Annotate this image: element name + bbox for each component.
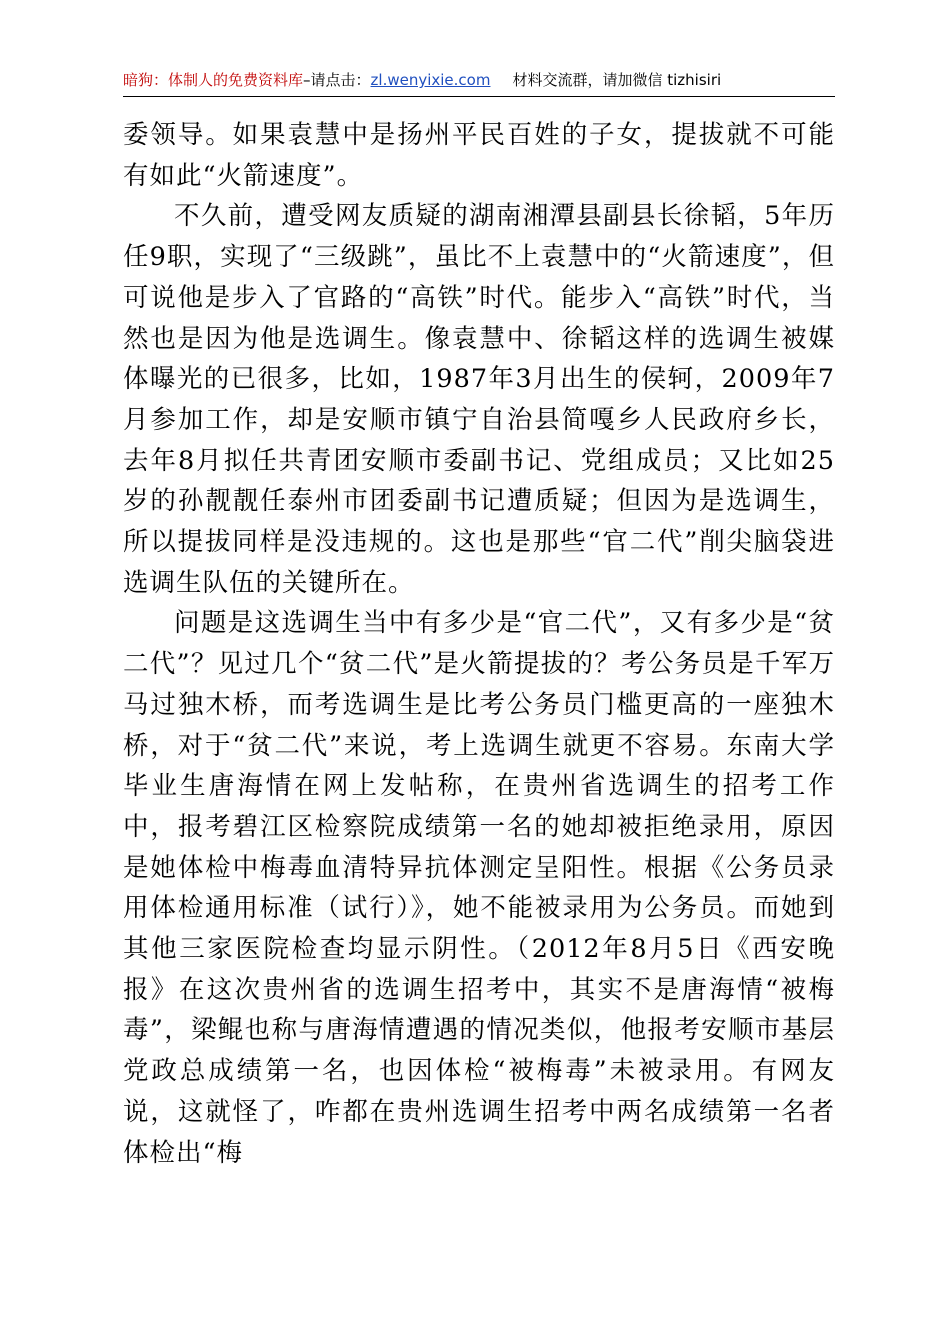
paragraph-continuation: 委领导。如果袁慧中是扬州平民百姓的子女，提拔就不可能有如此“火箭速度”。 — [123, 120, 835, 191]
page-header — [123, 66, 835, 97]
header-brand: 暗狗：体制人的免费资料库 — [123, 71, 304, 89]
header-prompt: –请点击： — [303, 71, 371, 89]
header-link[interactable]: zl.wenyixie.com — [370, 71, 491, 89]
document-body — [123, 115, 835, 1173]
header-group-info: 材料交流群，请加微信 tizhisiri — [512, 71, 722, 89]
paragraph: 不久前，遭受网友质疑的湖南湘潭县副县长徐韬，5年历任9职，实现了“三级跳”，虽比不上袁慧中的“火箭速度”，但可说他是步入了官路的“高铁”时代。能步入“高铁”时代，当然也是因为他是选调生。像袁慧中、徐韬这样的选调生被媒体曝光的已很多，比如，1987年3月出生的侯轲，2009年7月参加工作，却是安顺市镇宁自治县简嘎乡人民政府乡长，去年8月拟任共青团安顺市委副书记、党组成员；又比如25岁的孙靓靓任泰州市团委副书记遭质疑；但因为是选调生，所以提拔同样是没违规的。这也是那些“官二代”削尖脑袋进选调生队伍的关键所在。 — [123, 201, 835, 598]
paragraph: 问题是这选调生当中有多少是“官二代”，又有多少是“贫二代”？见过几个“贫二代”是火箭提拔的？考公务员是千军万马过独木桥，而考选调生是比考公务员门槛更高的一座独木桥，对于“贫二代”来说，考上选调生就更不容易。东南大学毕业生唐海情在网上发帖称，在贵州省选调生的招考工作中，报考碧江区检察院成绩第一名的她却被拒绝录用，原因是她体检中梅毒血清特异抗体测定呈阳性。根据《公务员录用体检通用标准（试行）》，她不能被录用为公务员。而她到其他三家医院检查均显示阴性。（2012年8月5日《西安晚报》在这次贵州省的选调生招考中，其实不是唐海情“被梅毒”，梁鲲也称与唐海情遭遇的情况类似，他报考安顺市基层党政总成绩第一名，也因体检“被梅毒”未被录用。有网友说，这就怪了，咋都在贵州选调生招考中两名成绩第一名者体检出“梅 — [123, 608, 835, 1168]
